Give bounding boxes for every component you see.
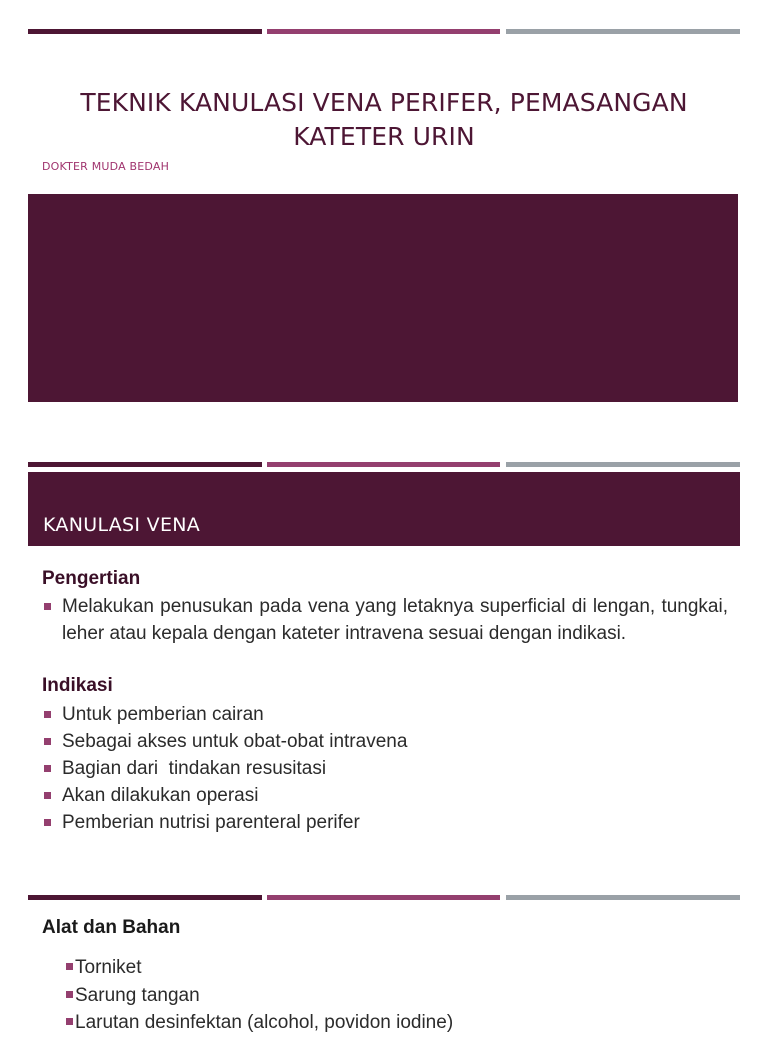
list-item: Untuk pemberian cairan (42, 701, 728, 728)
list-item: Pemberian nutrisi parenteral perifer (42, 809, 728, 836)
accent-bar-magenta (267, 462, 500, 467)
alat-bahan-heading: Alat dan Bahan (42, 917, 181, 938)
list-item: Bagian dari tindakan resusitasi (42, 755, 728, 782)
square-bullet-icon (66, 991, 73, 998)
square-bullet-icon (44, 765, 51, 772)
list-item: Larutan desinfektan (alcohol, povidon iodine) (66, 1009, 726, 1037)
list-item: Akan dilakukan operasi (42, 782, 728, 809)
list-item: Sarung tangan (66, 982, 726, 1010)
square-bullet-icon (44, 819, 51, 826)
accent-bar-magenta (267, 29, 500, 34)
accent-bar-magenta (267, 895, 500, 900)
square-bullet-icon (44, 711, 51, 718)
slide-title: TEKNIK KANULASI VENA PERIFER, PEMASANGAN KATETER URIN (80, 88, 688, 151)
section-header-title: KANULASI VENA (43, 514, 201, 536)
accent-bar-dark (28, 895, 262, 900)
top-accent-bars (28, 29, 740, 34)
slide-subtitle: DOKTER MUDA BEDAH (42, 160, 170, 173)
accent-bar-gray (506, 462, 740, 467)
square-bullet-icon (44, 738, 51, 745)
pengertian-heading: Pengertian (42, 568, 141, 589)
square-bullet-icon (66, 963, 73, 970)
accent-bar-dark (28, 29, 262, 34)
list-item: Torniket (66, 954, 726, 982)
alat-bahan-list (66, 954, 726, 1037)
accent-bar-gray (506, 29, 740, 34)
accent-bar-gray (506, 895, 740, 900)
slide3-accent-bars (28, 895, 740, 900)
section-accent-bars (28, 462, 740, 467)
list-item: Sebagai akses untuk obat-obat intravena (42, 728, 728, 755)
list-item: Melakukan penusukan pada vena yang letaknya superficial di lengan, tungkai, leher atau kepala dengan kateter intravena sesuai dengan indikasi. (42, 593, 728, 647)
pengertian-list (42, 593, 728, 647)
section-header (28, 472, 740, 546)
indikasi-heading: Indikasi (42, 675, 113, 696)
accent-bar-dark (28, 462, 262, 467)
square-bullet-icon (44, 792, 51, 799)
indikasi-list (42, 701, 728, 836)
square-bullet-icon (44, 603, 51, 610)
title-color-block (28, 194, 738, 402)
